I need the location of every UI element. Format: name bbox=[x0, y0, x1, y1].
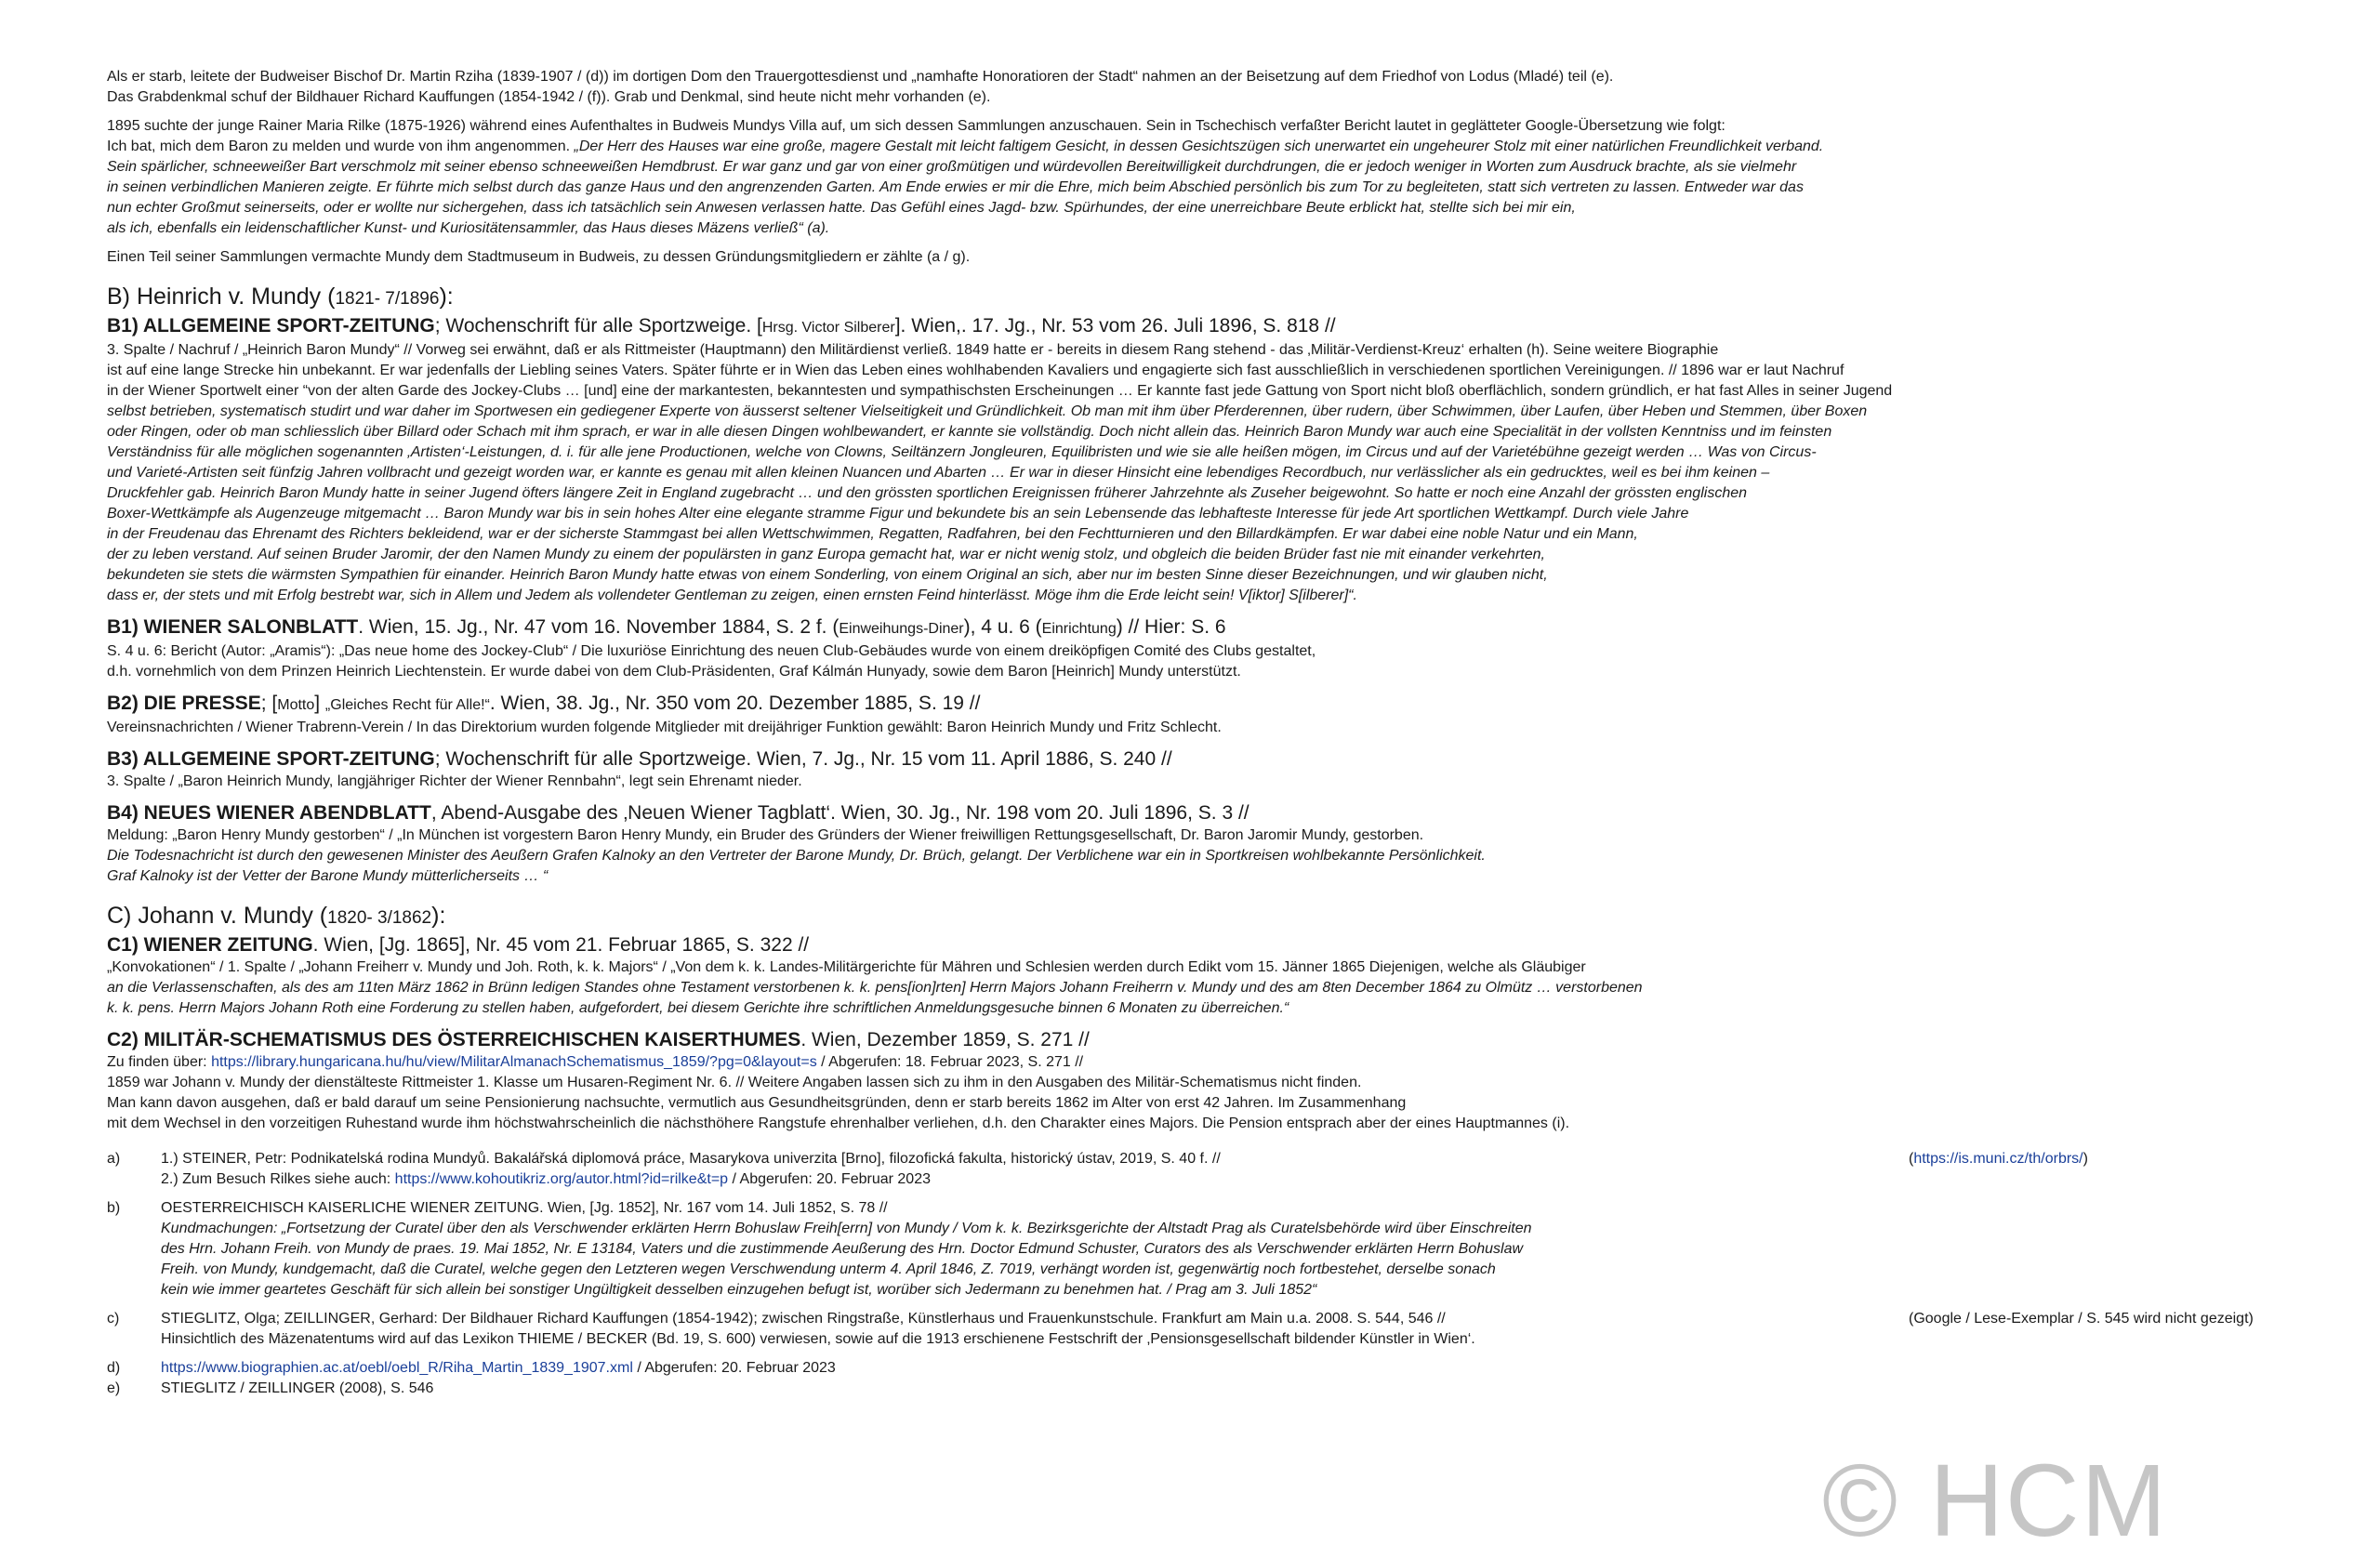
b1-line: und Varieté-Artisten seit fünfzig Jahren vollbracht und gezeigt worden war, er kannte es genau mit allen kleinen Nuancen und Abarten … Er war in dieser Hinsicht eine lebendiges Recordbuch, nur verlässlicher als ein gedrucktes, weil es bei ihm keinen – bbox=[107, 465, 1770, 481]
section-c-title bbox=[107, 902, 2301, 932]
b4-heading-bold: B4) NEUES WIENER ABENDBLATT bbox=[107, 802, 431, 824]
c2-line-1a: Zu finden über: bbox=[107, 1054, 212, 1070]
source-a-right-close: ) bbox=[2082, 1151, 2088, 1167]
b1-line: dass er, der stets und mit Erfolg bestrebt war, sich in Allem und Jedem als vollendeter Gentleman zu zeigen, einen ernsten Feind hinterlässt. Möge ihm die Erde leicht sein! V[iktor] S[ilberer]“. bbox=[107, 588, 1357, 603]
section-c-title-text: C) Johann v. Mundy ( bbox=[107, 903, 328, 929]
b1-line: oder Ringen, oder ob man schliesslich über Billard oder Schach mit ihm sprach, er war in alle diesen Dingen wohlbewandert, er kannte sie vollständig. Doch nicht allein das. Heinrich Baron Mundy war auch eine Specialität in der vollsten Kenntniss und im feinsten bbox=[107, 424, 1832, 440]
kohoutikriz-link[interactable]: https://www.kohoutikriz.org/autor.html?id=rilke&t=p bbox=[394, 1171, 729, 1187]
source-b-line-3: des Hrn. Johann Freih. von Mundy de praes. 19. Mai 1852, Nr. E 13184, Vaters und die zustimmende Aeußerung des Hrn. Doctor Edmund Schuster, Curators des als Verschwender erklärten Herrn Bohuslaw bbox=[161, 1241, 1524, 1257]
source-b-line-5: kein wie immer geartetes Geschäft für sich allein bei sonstiger Ungültigkeit desselben einzugehen befugt ist, worüber sich Jedermann zu benehmen hat. / Prag am 3. Juli 1852“ bbox=[161, 1282, 1317, 1298]
b1-line: bekundeten sie stets die wärmsten Sympathien für einander. Heinrich Baron Mundy hatte etwas von einem Sonderling, von einem Original an sich, aber nur im besten Sinne dieser Bezeichnungen, und wir glauben nicht, bbox=[107, 567, 1548, 583]
b2-heading-mid: ] bbox=[314, 693, 325, 714]
b1-heading-bold: B1) ALLGEMEINE SPORT-ZEITUNG bbox=[107, 315, 435, 337]
b4-line-2: Die Todesnachricht ist durch den gewesenen Minister des Aeußern Grafen Kalnoky an den Vertreter der Barone Mundy, Dr. Brüch, gelangt. Der Verblichene war ein in Sportkreisen wohlbekannte Persönlichkeit. bbox=[107, 848, 1486, 864]
b1-line: Druckfehler gab. Heinrich Baron Mundy hatte in seiner Jugend öfters längere Zeit in England zugebracht … und den grössten sportlichen Ereignissen früherer Jahrzehnte als Zuseher beigewohnt. So hatte er noch eine Anzahl der grössten englischen bbox=[107, 485, 1748, 501]
source-b-label: b) bbox=[107, 1200, 121, 1216]
section-b-title-text: B) Heinrich v. Mundy ( bbox=[107, 284, 336, 310]
c2-heading-rest: . Wien, Dezember 1859, S. 271 // bbox=[800, 1029, 1090, 1050]
b1b-heading-bold: B1) WIENER SALONBLATT bbox=[107, 616, 359, 638]
b3-heading-bold: B3) ALLGEMEINE SPORT-ZEITUNG bbox=[107, 748, 435, 770]
source-c-body bbox=[161, 1309, 2301, 1350]
b1b-line-1: S. 4 u. 6: Bericht (Autor: „Aramis“): „Das neue home des Jockey-Club“ / Die luxuriöse Einrichtung des neuen Club-Gebäudes wurde von einem dreiköpfigen Comité des Clubs gestaltet, bbox=[107, 643, 1316, 659]
rilke-line-6: als ich, ebenfalls ein leidenschaftlicher Kunst- und Kuriositätensammler, das Haus dieses Mäzens verließ“ (a). bbox=[107, 220, 830, 236]
museum-line: Einen Teil seiner Sammlungen vermachte Mundy dem Stadtmuseum in Budweis, zu dessen Gründungsmitgliedern er zählte (a / g). bbox=[107, 249, 971, 265]
b1-body bbox=[107, 340, 2301, 606]
source-b bbox=[107, 1198, 2301, 1301]
source-a-label: a) bbox=[107, 1151, 121, 1167]
c2-heading-bold: C2) MILITÄR-SCHEMATISMUS DES ÖSTERREICHISCHEN KAISERTHUMES bbox=[107, 1029, 801, 1050]
source-b-line-2: Kundmachungen: „Fortsetzung der Curatel über den als Verschwender erklärten Herrn Bohuslaw Freih[errn] von Mundy / Vom k. k. Bezirksgerichte der Altstadt Prag als Curatelsbehörde wird über Einschreiten bbox=[161, 1221, 1532, 1236]
source-c-line-1: STIEGLITZ, Olga; ZEILLINGER, Gerhard: Der Bildhauer Richard Kauffungen (1854-1942); zwischen Ringstraße, Künstlerhaus und Frauenkunstschule. Frankfurt am Main u.a. 2008. S. 544, 546 // bbox=[161, 1311, 1446, 1327]
c1-heading bbox=[107, 932, 2301, 957]
b2-heading-motto: „Gleiches Recht für Alle!“ bbox=[324, 697, 490, 713]
b1-line: 3. Spalte / Nachruf / „Heinrich Baron Mundy“ // Vorweg sei erwähnt, daß er als Rittmeister (Hauptmann) den Militärdienst verließ. 1849 hatte er - bereits in diesem Rang stehend - das ‚Militär-Verdienst-Kreuz‘ erhalten (h). Seine weitere Biographie bbox=[107, 342, 1719, 358]
b1-line: Verständniss für alle möglichen sogenannten ‚Artisten‘-Leistungen, d. i. für alle jene Productionen, welche von Clowns, Seiltänzern Jongleuren, Equilibristen und wie sie alle heißen mögen, im Circus und auf der Varietébühne gezeigt werden … Was von Circus- bbox=[107, 444, 1817, 460]
source-c-label: c) bbox=[107, 1311, 120, 1327]
b4-line-3: Graf Kalnoky ist der Vetter der Barone Mundy mütterlicherseits … “ bbox=[107, 868, 549, 884]
b2-heading-bold: B2) DIE PRESSE bbox=[107, 693, 261, 714]
source-b-line-1: OESTERREICHISCH KAISERLICHE WIENER ZEITUNG. Wien, [Jg. 1852], Nr. 167 vom 14. Juli 1852, S. 78 // bbox=[161, 1200, 888, 1216]
section-b-title-end: ): bbox=[439, 284, 454, 310]
source-d-body bbox=[161, 1358, 2301, 1379]
source-e bbox=[107, 1379, 2301, 1399]
document-page bbox=[107, 67, 2301, 1399]
c2-line-1b: / Abgerufen: 18. Februar 2023, S. 271 // bbox=[816, 1054, 1084, 1070]
b4-line-1: Meldung: „Baron Henry Mundy gestorben“ / „In München ist vorgestern Baron Henry Mundy, ein Bruder des Gründers der Wiener freiwilligen Rettungsgesellschaft, Dr. Baron Jaromir Mundy, gestorben. bbox=[107, 827, 1424, 843]
source-a-line-2b: / Abgerufen: 20. Februar 2023 bbox=[728, 1171, 931, 1187]
b4-heading bbox=[107, 800, 2301, 825]
b1-heading bbox=[107, 313, 2301, 340]
source-b-body bbox=[161, 1198, 2301, 1301]
source-d-rest: / Abgerufen: 20. Februar 2023 bbox=[632, 1360, 836, 1376]
b3-heading bbox=[107, 746, 2301, 772]
c2-heading bbox=[107, 1027, 2301, 1052]
rilke-line-2 bbox=[107, 137, 2301, 157]
b1b-heading-mid: ), 4 u. 6 ( bbox=[963, 616, 1042, 638]
source-a-right-open: ( bbox=[1909, 1151, 1914, 1167]
b1b-heading-small-2: Einrichtung bbox=[1041, 621, 1117, 637]
rilke-line-3: Sein spärlicher, schneeweißer Bart verschmolz mit seiner ebenso schneeweißen Hemdbrust. Er war ganz und gar von einer großmütigen und würdevollen Bereitwilligkeit durchdrungen, die er jedoch weniger in Worten zum Ausdruck brachte, als sie vielmehr bbox=[107, 159, 1797, 175]
b1-line: ist auf eine lange Strecke hin unbekannt. Er war jedenfalls der Liebling seines Vaters. Später führte er in Wien das Leben eines wohlhabenden Kavaliers und engagierte sich fast ausschließlich in verschiedenen sportlichen Vereinigungen. // 1896 war er laut Nachruf bbox=[107, 363, 1844, 378]
source-a-line-2 bbox=[161, 1169, 2301, 1190]
b1b-heading-end: ) // Hier: S. 6 bbox=[1116, 616, 1226, 638]
section-b-title bbox=[107, 283, 2301, 313]
c1-heading-rest: . Wien, [Jg. 1865], Nr. 45 vom 21. Februar 1865, S. 322 // bbox=[312, 934, 810, 956]
c1-heading-bold: C1) WIENER ZEITUNG bbox=[107, 934, 313, 956]
intro-line-1: Als er starb, leitete der Budweiser Bischof Dr. Martin Rziha (1839-1907 / (d)) im dortigen Dom den Trauergottesdienst und „namhafte Honoratioren der Stadt“ nahmen an der Beisetzung auf dem Friedhof von Lodus (Mladé) teil (e). bbox=[107, 69, 1614, 85]
c2-line-3: Man kann davon ausgehen, daß er bald darauf um seine Pensionierung nachsuchte, vermutlich aus Gesundheitsgründen, denn er starb bereits 1862 im Alter von erst 42 Jahren. Im Zusammenhang bbox=[107, 1095, 1407, 1111]
c1-line-1: „Konvokationen“ / 1. Spalte / „Johann Freiherr v. Mundy und Joh. Roth, k. k. Majors“ / „Von dem k. k. Landes-Militärgerichte für Mähren und Schlesien werden durch Edikt vom 15. Jänner 1865 Diejenigen, welche als Gläubiger bbox=[107, 959, 1586, 975]
source-a-body bbox=[161, 1149, 2301, 1190]
section-c-title-end: ): bbox=[431, 903, 446, 929]
copyright-watermark: © HCM bbox=[1822, 1444, 2169, 1558]
rilke-line-4: in seinen verbindlichen Manieren zeigte. Er führte mich selbst durch das ganze Haus und den angrenzenden Garten. Am Ende erwies er mir die Ehre, mich beim Abschied persönlich bis zum Tor zu begleiteten, statt sich vertreten zu lassen. Entweder war das bbox=[107, 179, 1804, 195]
b2-heading-motto-label: Motto bbox=[277, 697, 315, 713]
b3-line-1: 3. Spalte / „Baron Heinrich Mundy, langjähriger Richter der Wiener Rennbahn“, legt sein Ehrenamt nieder. bbox=[107, 773, 802, 789]
b1-heading-rest: ; Wochenschrift für alle Sportzweige. [ bbox=[434, 315, 762, 337]
source-c-line-2: Hinsichtlich des Mäzenatentums wird auf das Lexikon THIEME / BECKER (Bd. 19, S. 600) verwiesen, sowie auf die 1913 erschienene Festschrift der ‚Pensionsgesellschaft bildender Künstler in Wien‘. bbox=[161, 1331, 1475, 1347]
source-a-line-2a: 2.) Zum Besuch Rilkes siehe auch: bbox=[161, 1171, 395, 1187]
b1-heading-end: ]. Wien,. 17. Jg., Nr. 53 vom 26. Juli 1896, S. 818 // bbox=[894, 315, 1336, 337]
biographien-link[interactable]: https://www.biographien.ac.at/oebl/oebl_R/Riha_Martin_1839_1907.xml bbox=[161, 1360, 633, 1376]
source-d-label: d) bbox=[107, 1360, 121, 1376]
rilke-line-5: nun echter Großmut seinerseits, oder er wollte nur sichergehen, dass ich tatsächlich sein Anwesen verlassen hatte. Das Gefühl eines Jagd- bzw. Spürhundes, der eine unerreichbare Beute erblickt hat, stellte sich bei mir ein, bbox=[107, 200, 1576, 216]
rilke-line-1: 1895 suchte der junge Rainer Maria Rilke (1875-1926) während eines Aufenthaltes in Budweis Mundys Villa auf, um sich dessen Sammlungen anzuschauen. Sein in Tschechisch verfaßter Bericht lautet in geglätteter Google-Übersetzung wie folgt: bbox=[107, 118, 1726, 134]
c1-line-3: k. k. pens. Herrn Majors Johann Roth eine Forderung zu stellen haben, aufgefordert, bei diesem Gerichte ihre schriftlichen Anmeldungsgesuche binnen 6 Monaten zu überreichen.“ bbox=[107, 1000, 1289, 1016]
c1-line-2: an die Verlassenschaften, als des am 11ten März 1862 in Brünn ledigen Standes ohne Testament verstorbenen k. k. pens[ion]rten] Herrn Majors Johann Freiherrn v. Mundy und des am 8ten December 1864 zu Olmütz … verstorbenen bbox=[107, 980, 1643, 996]
muni-link[interactable]: https://is.muni.cz/th/orbrs/ bbox=[1913, 1151, 2083, 1167]
c2-line-2: 1859 war Johann v. Mundy der dienstälteste Rittmeister 1. Klasse um Husaren-Regiment Nr. 6. // Weitere Angaben lassen sich zu ihm in den Ausgaben des Militär-Schematismus nicht finden. bbox=[107, 1075, 1362, 1090]
b1b-heading-rest: . Wien, 15. Jg., Nr. 47 vom 16. November 1884, S. 2 f. ( bbox=[358, 616, 840, 638]
b2-heading-rest: ; [ bbox=[260, 693, 278, 714]
source-a-line-1: 1.) STEINER, Petr: Podnikatelská rodina Mundyů. Bakalářská diplomová práce, Masarykova univerzita [Brno], filozofická fakulta, historický ústav, 2019, S. 40 f. // bbox=[161, 1151, 1221, 1167]
b2-line-1: Vereinsnachrichten / Wiener Trabrenn-Verein / In das Direktorium wurden folgende Mitglieder mit dreijähriger Funktion gewählt: Baron Heinrich Mundy und Fritz Schlecht. bbox=[107, 720, 1222, 735]
hungaricana-link[interactable]: https://library.hungaricana.hu/hu/view/MilitarAlmanachSchematismus_1859/?pg=0&layout=s bbox=[211, 1054, 817, 1070]
source-a-right bbox=[1909, 1149, 2088, 1169]
c2-line-4: mit dem Wechsel in den vorzeitigen Ruhestand wurde ihm höchstwahrscheinlich die nächsthöhere Rangstufe ehrenhalber verliehen, d.h. den Charakter eines Majors. Die Pension entsprach aber der eines Hauptmannes (i). bbox=[107, 1116, 1570, 1131]
b1-line: in der Wiener Sportwelt einer “von der alten Garde des Jockey-Clubs … [und] eine der markantesten, bekanntesten und sympathischsten Erscheinungen … Er kannte fast jede Gattung von Sport nicht bloß oberflächlich, sondern gründlich, er hat fast Alles in seiner Jugend bbox=[107, 383, 1893, 399]
section-b-dates: 1821- 7/1896 bbox=[335, 289, 440, 309]
source-a bbox=[107, 1149, 2301, 1190]
b2-heading-end: . Wien, 38. Jg., Nr. 350 vom 20. Dezember 1885, S. 19 // bbox=[489, 693, 981, 714]
b2-heading bbox=[107, 691, 2301, 718]
source-c-right: (Google / Lese-Exemplar / S. 545 wird nicht gezeigt) bbox=[1909, 1311, 2254, 1327]
source-e-label: e) bbox=[107, 1380, 121, 1396]
b1b-heading-small-1: Einweihungs-Diner bbox=[839, 621, 964, 637]
source-b-line-4: Freih. von Mundy, kundgemacht, daß die Curatel, welche gegen den Letzteren wegen Verschwendung unterm 4. April 1846, Z. 7019, verhängt worden ist, gegenwärtig noch fortbestehet, derselbe sonach bbox=[161, 1261, 1496, 1277]
b1-line: selbst betrieben, systematisch studirt und war daher im Sportwesen ein gediegener Experte von äusserst seltener Vielseitigkeit und Gründlichkeit. Ob man mit ihm über Pferderennen, über rudern, über Schwimmen, über Laufen, über Heben und Stemmen, über Boxen bbox=[107, 403, 1868, 419]
section-c-dates: 1820- 3/1862 bbox=[327, 908, 432, 928]
source-d bbox=[107, 1358, 2301, 1379]
b1-line: der zu leben verstand. Auf seinen Bruder Jaromir, der den Namen Mundy zu einem der populärsten in ganz Europa gemacht hat, war er nicht wenig stolz, und obgleich die beiden Brüder fast nie mit einander verkehrten, bbox=[107, 547, 1545, 562]
source-c bbox=[107, 1309, 2301, 1350]
rilke-line-2a: Ich bat, mich dem Baron zu melden und wurde von ihm angenommen. bbox=[107, 139, 575, 154]
b1b-heading bbox=[107, 614, 2301, 641]
intro-line-2: Das Grabdenkmal schuf der Bildhauer Richard Kauffungen (1854-1942 / (f)). Grab und Denkmal, sind heute nicht mehr vorhanden (e). bbox=[107, 89, 991, 105]
source-e-body: STIEGLITZ / ZEILLINGER (2008), S. 546 bbox=[161, 1380, 434, 1396]
b1b-line-2: d.h. vornehmlich von dem Prinzen Heinrich Liechtenstein. Er wurde dabei von dem Club-Präsidenten, Graf Kálmán Hunyady, sowie dem Baron [Heinrich] Mundy unterstützt. bbox=[107, 664, 1241, 680]
b1-line: Boxer-Wettkämpfe als Augenzeuge mitgemacht … Baron Mundy war bis in sein hohes Alter eine elegante stramme Figur und bekundete bis an sein Lebensende das lebhafteste Interesse für jede Art sportlichen Wettkampf. Durch viele Jahre bbox=[107, 506, 1689, 522]
b1-heading-editor: Hrsg. Victor Silberer bbox=[761, 320, 895, 336]
b4-heading-rest: , Abend-Ausgabe des ‚Neuen Wiener Tagblatt‘. Wien, 30. Jg., Nr. 198 vom 20. Juli 1896, S. 3 // bbox=[430, 802, 1250, 824]
b1-line: in der Freudenau das Ehrenamt des Richters bekleidend, war er der sicherste Stammgast bei allen Wettschwimmen, Regatten, Radfahren, bei den Fechtturnieren und den Billardkämpfen. Er war dabei eine noble Natur und ein Mann, bbox=[107, 526, 1638, 542]
c2-line-1 bbox=[107, 1052, 2301, 1073]
b3-heading-rest: ; Wochenschrift für alle Sportzweige. Wien, 7. Jg., Nr. 15 vom 11. April 1886, S. 240 // bbox=[434, 748, 1172, 770]
rilke-quote-start: „Der Herr des Hauses war eine große, magere Gestalt mit leicht faltigem Gesicht, in dessen Gesichtszügen sich unerwartet ein ungeheurer Stolz mit einer natürlichen Freundlichkeit verband. bbox=[574, 139, 1824, 154]
